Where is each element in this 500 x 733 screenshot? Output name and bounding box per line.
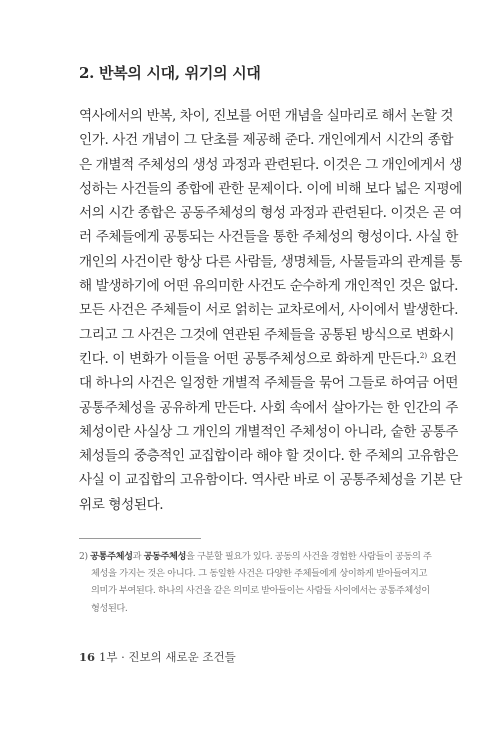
footnote-line: 체성을 가지는 것은 아니다. 그 동일한 사건은 다양한 주체들에게 상이하게 받아들여지고 — [91, 568, 427, 580]
body-paragraph — [79, 104, 462, 517]
footnote-text: 을 구분할 필요가 있다. 공동의 사건을 경험한 사람들이 공동의 주 — [185, 551, 432, 562]
footnote-term: 공통주체성 — [90, 551, 133, 562]
body-line: 은 개별적 주체성의 생성 과정과 관련된다. 이것은 그 개인에게서 생 — [79, 156, 462, 173]
section-heading: 2. 반복의 시대, 위기의 시대 — [79, 64, 261, 82]
body-line: 체성이란 사실상 그 개인의 개별적인 주체성이 아니라, 숱한 공통주 — [79, 423, 459, 440]
body-line: 성하는 사건들의 종합에 관한 문제이다. 이에 비해 보다 넓은 지평에 — [79, 180, 462, 197]
footnote-line: 형성된다. — [91, 602, 128, 614]
body-line: 개인의 사건이란 항상 다른 사람들, 생명체들, 사물들과의 관계를 통 — [79, 253, 462, 270]
footnote-reference[interactable]: 2) — [419, 351, 428, 360]
body-line: 대 하나의 사건은 일정한 개별적 주체들을 묶어 그들로 하여금 어떤 — [79, 375, 459, 392]
footnote-conjunction: 과 — [132, 551, 144, 562]
body-line: 체성들의 중층적인 교집합이라 해야 할 것이다. 한 주체의 고유함은 — [79, 448, 459, 465]
footnote-term: 공동주체성 — [143, 551, 186, 562]
body-line: 위로 형성된다. — [79, 496, 164, 513]
body-line: 사실 이 교집합의 고유함이다. 역사란 바로 이 공통주체성을 기본 단 — [79, 472, 462, 489]
body-line-text: 킨다. 이 변화가 이들을 어떤 공통주체성으로 화하게 만든다. — [79, 350, 420, 367]
page-number: 16 — [79, 650, 96, 664]
body-line: 해 발생하기에 어떤 유의미한 사건도 순수하게 개인적인 것은 없다. — [79, 278, 459, 295]
body-line: 인가. 사건 개념이 그 단초를 제공해 준다. 개인에게서 시간의 종합 — [79, 132, 454, 149]
body-line-tail: 요컨 — [427, 350, 457, 367]
body-line-with-footnote-ref — [79, 347, 457, 371]
body-line: 공통주체성을 공유하게 만든다. 사회 속에서 살아가는 한 인간의 주 — [79, 399, 459, 416]
body-line: 러 주체들에게 공통되는 사건들을 통한 주체성의 형성이다. 사실 한 — [79, 229, 459, 246]
page-footer — [79, 649, 236, 665]
running-title: 1부 · 진보의 새로운 조건들 — [99, 650, 236, 664]
footnote-line — [79, 548, 432, 565]
footnote — [79, 548, 432, 617]
body-line: 그리고 그 사건은 그것에 연관된 주체들을 공통된 방식으로 변화시 — [79, 326, 455, 343]
body-line: 역사에서의 반복, 차이, 진보를 어떤 개념을 실마리로 해서 논할 것 — [79, 108, 454, 124]
body-line: 서의 시간 종합은 공동주체성의 형성 과정과 관련된다. 이것은 곧 여 — [79, 205, 462, 222]
footnote-divider — [79, 538, 201, 539]
footnote-line: 의미가 부여된다. 하나의 사건을 같은 의미로 받아들이는 사람들 사이에서는 공통주체성이 — [91, 585, 430, 597]
body-line: 모든 사건은 주체들이 서로 얽히는 교차로에서, 사이에서 발생한다. — [79, 302, 459, 319]
footnote-marker: 2) — [79, 551, 88, 562]
